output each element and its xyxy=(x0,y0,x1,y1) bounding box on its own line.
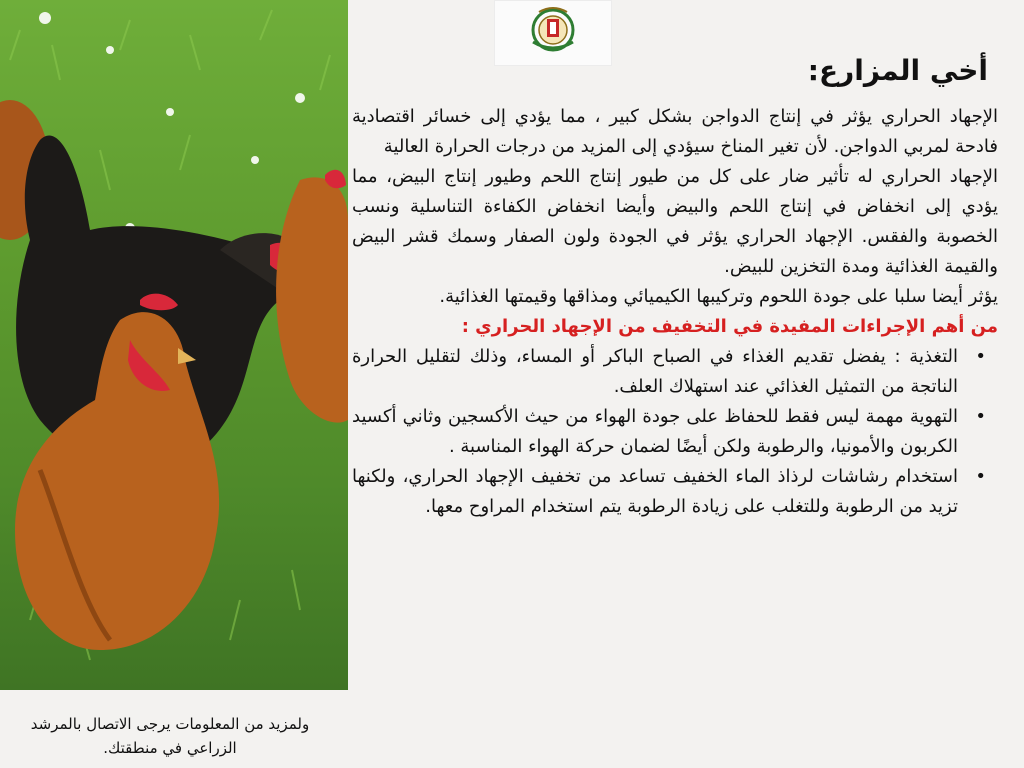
chickens-illustration xyxy=(0,0,348,690)
chickens-photo xyxy=(0,0,348,690)
paragraph-effects: الإجهاد الحراري له تأثير ضار على كل من طيور إنتاج اللحم وطيور إنتاج البيض، مما يؤدي إلى انخفاض في إنتاج اللحم والبيض وأيضا انخفاض الكفاءة التناسلية ونسب الخصوبة والفقس. الإجهاد الحراري يؤثر في الجودة ولون الصفار وسمك قشر البيض والقيمة الغذائية ومدة التخزين للبيض. xyxy=(352,166,998,277)
measures-heading: من أهم الإجراءات المفيدة في التخفيف من الإجهاد الحراري : xyxy=(461,316,998,337)
paragraph-meat-quality: يؤثر أيضا سلبا على جودة اللحوم وتركيبها الكيميائي ومذاقها وقيمتها الغذائية. xyxy=(439,286,998,307)
list-item-feeding xyxy=(352,342,986,402)
paragraph-intro: الإجهاد الحراري يؤثر في إنتاج الدواجن بشكل كبير ، مما يؤدي إلى خسائر اقتصادية فادحة لمربي الدواجن. لأن تغير المناخ سيؤدي إلى المزيد من درجات الحرارة العالية xyxy=(352,106,998,157)
list-item-text: التغذية : يفضل تقديم الغذاء في الصباح الباكر أو المساء، وذلك لتقليل الحرارة الناتجة من التمثيل الغذائي عند استهلاك العلف. xyxy=(352,346,958,397)
list-item-text: استخدام رشاشات لرذاذ الماء الخفيف تساعد من تخفيف الإجهاد الحراري، ولكنها تزيد من الرطوبة وللتغلب على زيادة الرطوبة يتم استخدام المراوح معها. xyxy=(352,466,958,517)
measures-list xyxy=(352,342,998,522)
list-item-text: التهوية مهمة ليس فقط للحفاظ على جودة الهواء من حيث الأكسجين وثاني أكسيد الكربون والأمونيا، والرطوبة ولكن أيضًا لضمان حركة الهواء المناسبة . xyxy=(352,406,958,457)
hen-right-brown xyxy=(276,170,348,423)
page-title: أخي المزارع: xyxy=(807,54,988,87)
footer-contact-note: ولمزيد من المعلومات يرجى الاتصال بالمرشد الزراعي في منطقتك. xyxy=(30,715,310,757)
bullet-icon: • xyxy=(975,466,986,487)
article-content xyxy=(352,44,998,522)
bullet-icon: • xyxy=(975,406,986,427)
list-item-sprinklers xyxy=(352,462,986,522)
list-item-ventilation xyxy=(352,402,986,462)
bullet-icon: • xyxy=(975,346,986,367)
